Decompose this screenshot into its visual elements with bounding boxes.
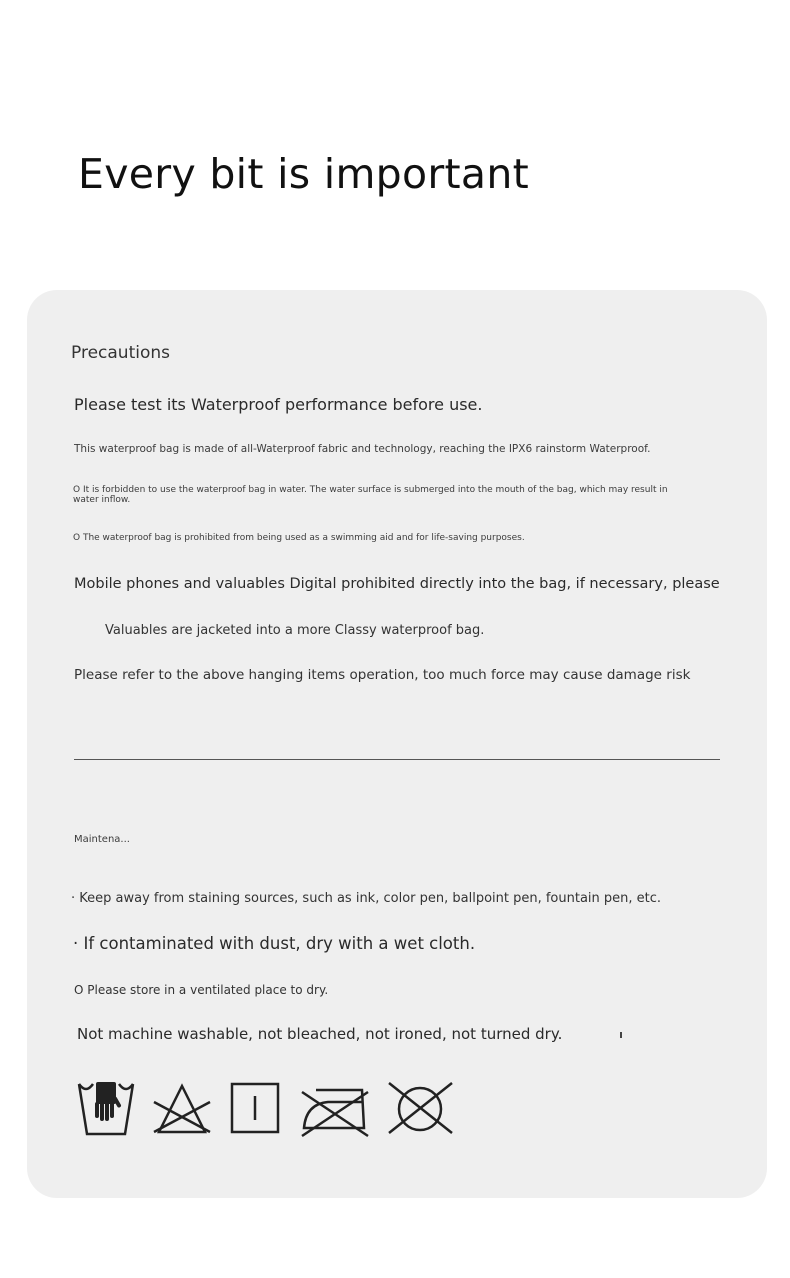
maintenance-line-1: · Keep away from staining sources, such as ink, color pen, ballpoint pen, fountain pen, etc. xyxy=(71,891,662,906)
precaution-line-3: O The waterproof bag is prohibited from being used as a swimming aid and for life-saving purposes. xyxy=(73,533,525,543)
precaution-line-5: Valuables are jacketed into a more Classy waterproof bag. xyxy=(105,623,485,638)
no-iron-icon xyxy=(298,1078,372,1138)
no-tumble-dry-icon xyxy=(386,1079,456,1137)
precautions-title: Precautions xyxy=(71,343,170,363)
precaution-line-1: This waterproof bag is made of all-Waterproof fabric and technology, reaching the IPX6 rainstorm Waterproof. xyxy=(74,443,651,455)
precautions-lead: Please test its Waterproof performance before use. xyxy=(74,395,483,414)
precaution-line-2: O It is forbidden to use the waterproof bag in water. The water surface is submerged into the mouth of the bag, which may result in water inflow. xyxy=(73,485,668,505)
maintenance-line-2: · If contaminated with dust, dry with a wet cloth. xyxy=(73,934,476,953)
page-title: Every bit is important xyxy=(78,150,530,198)
precaution-line-4: Mobile phones and valuables Digital prohibited directly into the bag, if necessary, please xyxy=(74,576,720,592)
drip-dry-icon xyxy=(228,1080,284,1136)
care-symbols-row xyxy=(76,1078,456,1138)
hand-wash-icon xyxy=(76,1080,136,1136)
section-divider xyxy=(74,759,720,760)
no-bleach-icon xyxy=(150,1080,214,1136)
maintenance-line-3: O Please store in a ventilated place to dry. xyxy=(74,983,329,997)
maintenance-line-4: Not machine washable, not bleached, not ironed, not turned dry. xyxy=(77,1025,563,1043)
maintenance-title: Maintena... xyxy=(74,834,130,845)
precaution-line-6: Please refer to the above hanging items operation, too much force may cause damage risk xyxy=(74,667,691,683)
stray-mark xyxy=(620,1032,622,1038)
care-instructions-card xyxy=(27,290,767,1198)
